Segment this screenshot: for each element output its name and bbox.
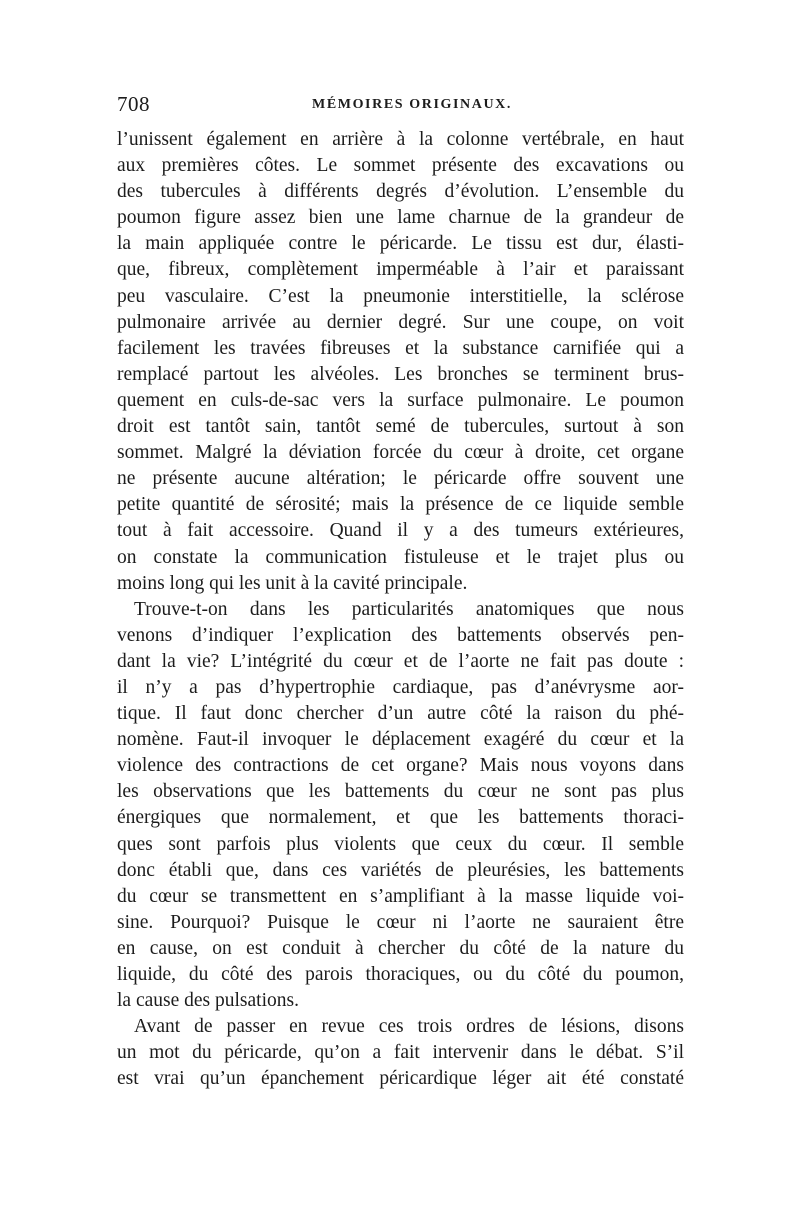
paragraph-end-line: la cause des pulsations.: [117, 990, 299, 1012]
text-line: petite quantité de sérosité; mais la présence de ce liquide semble: [117, 494, 684, 516]
page-header: [117, 92, 684, 118]
running-title: MÉMOIRES ORIGINAUX.: [312, 97, 512, 112]
text-line: remplacé partout les alvéoles. Les bronches se terminent brus-: [117, 363, 684, 385]
text-line: un mot du péricarde, qu’on a fait intervenir dans le débat. S’il: [117, 1042, 684, 1064]
text-line: nomène. Faut-il invoquer le déplacement exagéré du cœur et la: [117, 729, 684, 751]
text-line: donc établi que, dans ces variétés de pleurésies, les battements: [117, 859, 684, 881]
text-line: aux premières côtes. Le sommet présente des excavations ou: [117, 155, 684, 177]
paragraph-start-line: Avant de passer en revue ces trois ordres de lésions, disons: [134, 1016, 684, 1038]
text-line: venons d’indiquer l’explication des battements observés pen-: [117, 624, 684, 646]
text-line: tique. Il faut donc chercher d’un autre côté la raison du phé-: [117, 703, 684, 725]
page-number: 708: [117, 92, 150, 116]
text-line: pulmonaire arrivée au dernier degré. Sur une coupe, on voit: [117, 311, 684, 333]
text-line: il n’y a pas d’hypertrophie cardiaque, pas d’anévrysme aor-: [117, 676, 684, 698]
text-line: poumon figure assez bien une lame charnue de la grandeur de: [117, 207, 684, 229]
text-line: on constate la communication fistuleuse et le trajet plus ou: [117, 546, 684, 568]
text-line: du cœur se transmettent en s’amplifiant à la masse liquide voi-: [117, 885, 684, 907]
text-line: sommet. Malgré la déviation forcée du cœur à droite, cet organe: [117, 442, 684, 464]
text-line: peu vasculaire. C’est la pneumonie interstitielle, la sclérose: [117, 285, 684, 307]
text-line: violence des contractions de cet organe? Mais nous voyons dans: [117, 755, 684, 777]
text-line: ques sont parfois plus violents que ceux du cœur. Il semble: [117, 833, 684, 855]
text-line: des tubercules à différents degrés d’évolution. L’ensemble du: [117, 181, 684, 203]
text-line: sine. Pourquoi? Puisque le cœur ni l’aorte ne sauraient être: [117, 911, 684, 933]
text-line: facilement les travées fibreuses et la substance carnifiée qui a: [117, 337, 684, 359]
text-line: tout à fait accessoire. Quand il y a des tumeurs extérieures,: [117, 520, 684, 542]
text-line: ne présente aucune altération; le péricarde offre souvent une: [117, 468, 684, 490]
text-line: est vrai qu’un épanchement péricardique léger ait été constaté: [117, 1068, 684, 1090]
text-line: l’unissent également en arrière à la colonne vertébrale, en haut: [117, 129, 684, 150]
paragraph-end-line: moins long qui les unit à la cavité principale.: [117, 572, 468, 594]
text-line: énergiques que normalement, et que les battements thoraci-: [117, 807, 684, 829]
text-line: dant la vie? L’intégrité du cœur et de l’aorte ne fait pas doute :: [117, 650, 684, 672]
text-line: droit est tantôt sain, tantôt semé de tubercules, surtout à son: [117, 416, 684, 438]
text-line: en cause, on est conduit à chercher du côté de la nature du: [117, 937, 684, 959]
text-line: que, fibreux, complètement imperméable à l’air et paraissant: [117, 259, 684, 281]
body-text: [117, 127, 684, 1092]
text-line: la main appliquée contre le péricarde. Le tissu est dur, élasti-: [117, 233, 684, 255]
text-line: les observations que les battements du cœur ne sont pas plus: [117, 781, 684, 803]
text-line: liquide, du côté des parois thoraciques, ou du côté du poumon,: [117, 964, 684, 985]
paragraph-start-line: Trouve-t-on dans les particularités anatomiques que nous: [134, 598, 684, 620]
text-line: quement en culs-de-sac vers la surface pulmonaire. Le poumon: [117, 389, 684, 411]
